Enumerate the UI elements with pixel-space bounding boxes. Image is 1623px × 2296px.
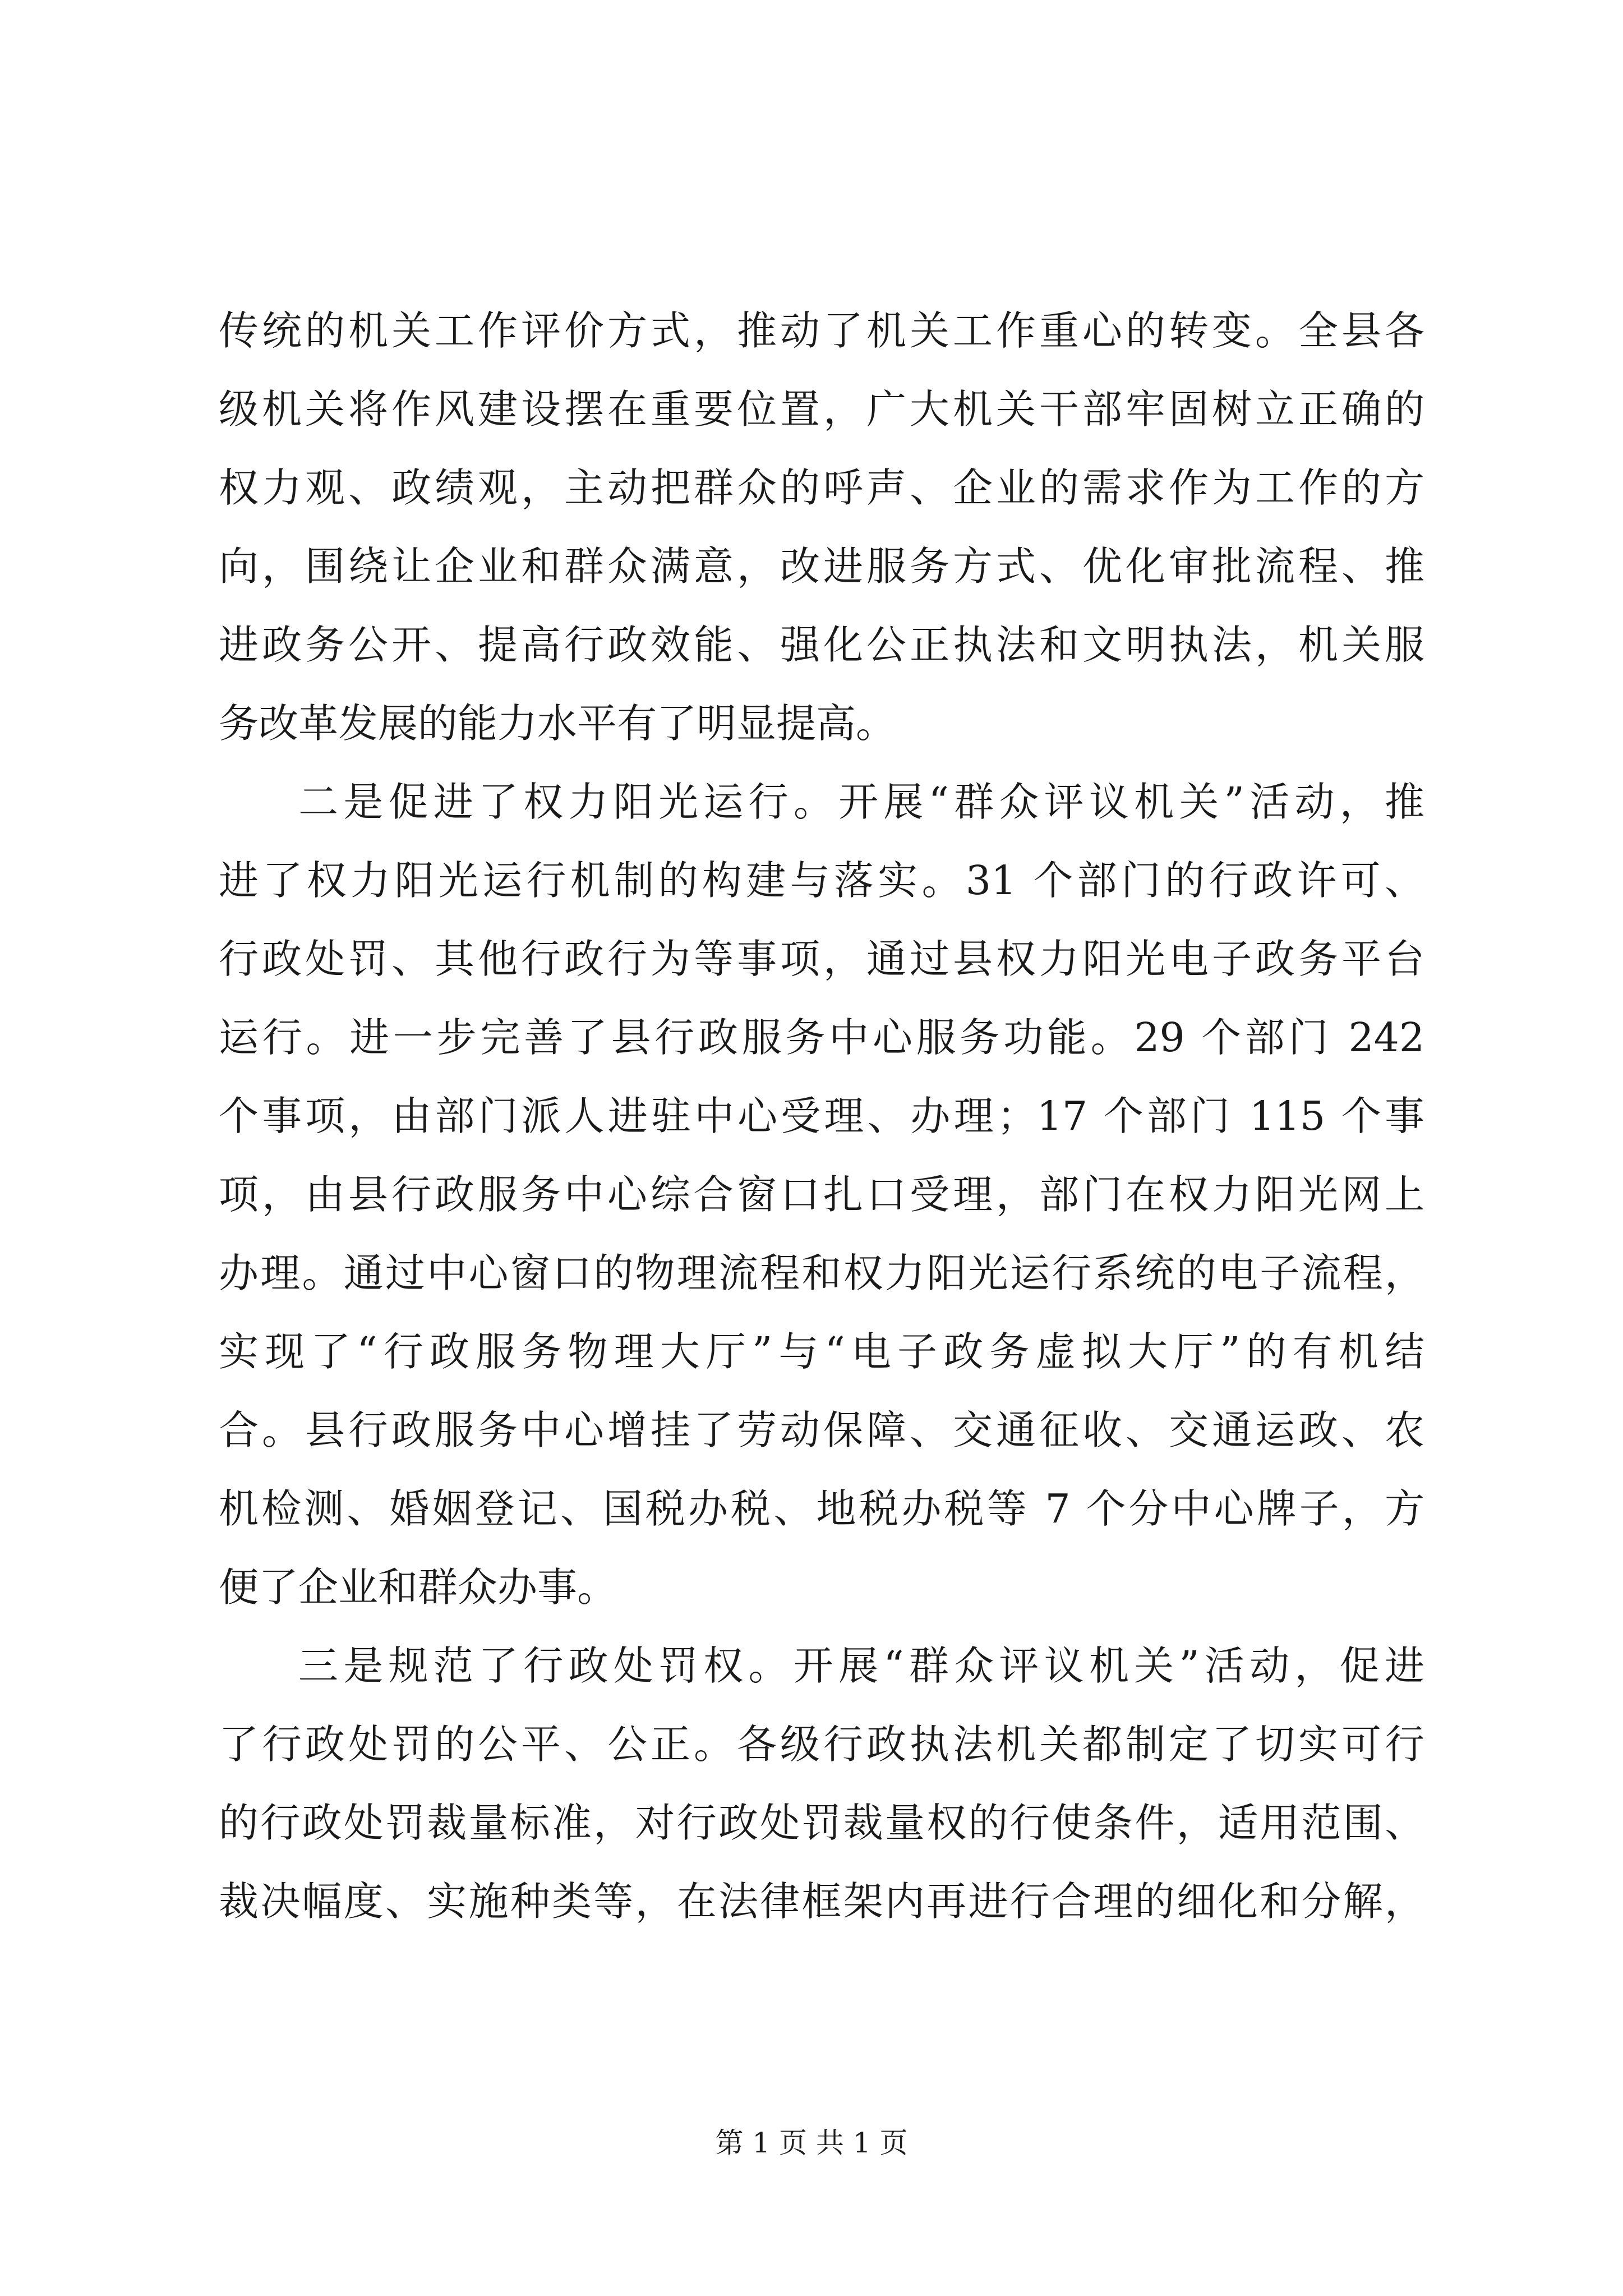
- text-line: 办理。通过中心窗口的物理流程和权力阳光运行系统的电子流程，: [219, 1250, 1424, 1296]
- document-body: [219, 292, 1424, 1941]
- text-line: 了行政处罚的公平、公正。各级行政执法机关都制定了切实可行: [219, 1721, 1424, 1768]
- text-line: 三是规范了行政处罚权。开展“群众评议机关”活动，促进: [298, 1642, 1424, 1689]
- text-line: 裁决幅度、实施种类等，在法律框架内再进行合理的细化和分解，: [219, 1878, 1424, 1925]
- text-line: 便了企业和群众办事。: [219, 1564, 617, 1611]
- text-line: 合。县行政服务中心增挂了劳动保障、交通征收、交通运政、农: [219, 1407, 1424, 1453]
- text-line: 实现了“行政服务物理大厅”与“电子政务虚拟大厅”的有机结: [219, 1328, 1424, 1375]
- text-line: 运行。进一步完善了县行政服务中心服务功能。29 个部门 242: [219, 1014, 1424, 1061]
- page-footer: 第 1 页 共 1 页: [715, 2127, 908, 2159]
- text-line: 项，由县行政服务中心综合窗口扎口受理，部门在权力阳光网上: [219, 1171, 1424, 1218]
- text-line: 个事项，由部门派人进驻中心受理、办理；17 个部门 115 个事: [219, 1093, 1424, 1139]
- text-line: 的行政处罚裁量标准，对行政处罚裁量权的行使条件，适用范围、: [219, 1800, 1424, 1846]
- text-line: 机检测、婚姻登记、国税办税、地税办税等 7 个分中心牌子，方: [219, 1485, 1424, 1532]
- text-line: 行政处罚、其他行政行为等事项，通过县权力阳光电子政务平台: [219, 936, 1424, 982]
- text-line: 二是促进了权力阳光运行。开展“群众评议机关”活动，推: [298, 779, 1424, 825]
- text-line: 向，围绕让企业和群众满意，改进服务方式、优化审批流程、推: [219, 543, 1424, 590]
- text-line: 传统的机关工作评价方式，推动了机关工作重心的转变。全县各: [219, 307, 1424, 354]
- text-line: 级机关将作风建设摆在重要位置，广大机关干部牢固树立正确的: [219, 386, 1424, 432]
- text-line: 务改革发展的能力水平有了明显提高。: [219, 700, 896, 747]
- text-line: 进了权力阳光运行机制的构建与落实。31 个部门的行政许可、: [219, 857, 1424, 904]
- text-line: 进政务公开、提高行政效能、强化公正执法和文明执法，机关服: [219, 622, 1424, 668]
- text-line: 权力观、政绩观，主动把群众的呼声、企业的需求作为工作的方: [219, 464, 1424, 511]
